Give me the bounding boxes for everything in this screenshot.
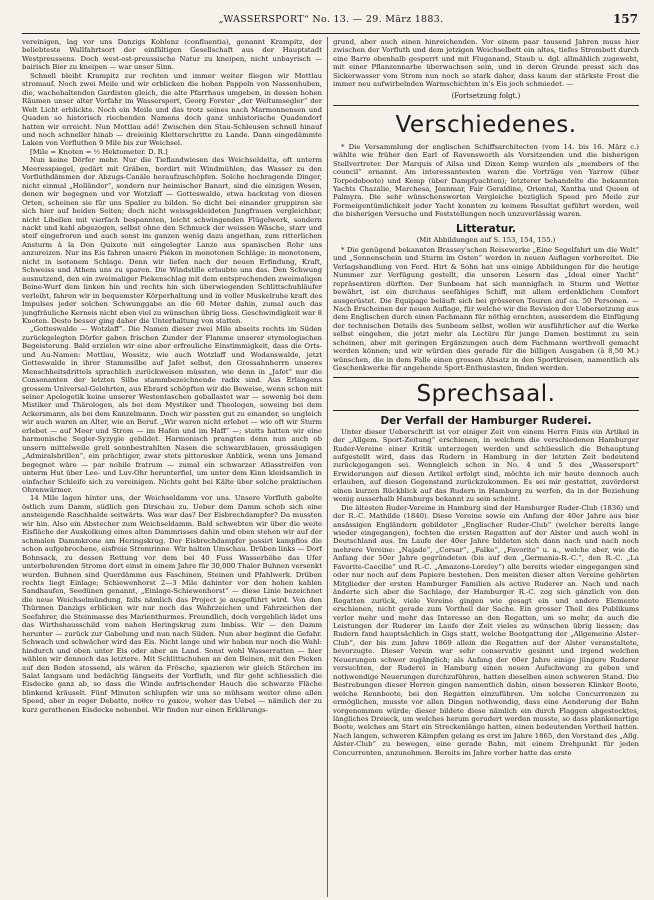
running-title: „WASSERSPORT“ No. 13. — 29. März 1883.: [218, 14, 444, 25]
article-paragraph: Unter dieser Ueberschrift ist vor einiger Zeit von einem Herrn Finis ein Artikel in der „Allgem. Sport-Zeitung“ erschienen, in welchem die verschiedenen Hamburger Ruder-Vereine einer Kritik unterzogen werden und schliesslich die Behauptung aufgestellt wird, dass das Rudern in Hamburg in der letzten Zeit bedeutend zurückgegangen sei. Wenngleich schon in No. 4 und 5 des „Wassersport“ Erwiderungen auf diesen Artikel erfolgt sind, möchte ich mir heute dennoch auch erlauben, auf diesen Gegenstand zurückzukommen. Es sei mir gestattet, zuvörderst einen kurzen Rückblick auf das Rudern in Hamburg zu werfen, da in der Beziehung wenig ausserhalb Hamburgs bekannt zu sein scheint.: [333, 427, 639, 504]
header-rule: [22, 33, 640, 34]
article-paragraph: Schnell bleibt Krampitz zur rechten und immer weiter fliegen wir Mottlau stromauf. Noch zwei Meile und wir erblicken die hohen Pappeln von Nassenhuben, die, wachehaltenden Gardisten gleich, die alte Pfarrhaus umgeben, in dessen hohen Räumen unser alter Vorfahr im Wassersport, Georg Forster „der Weltumsegler“ der Welt Licht erblickte. Noch ein Meile und das trotz seines nach Marmonnensen und Quaden so historisch riechenden Namens doch ganz unhistorische Quadendorf hatten wir erreicht. Nun Mottlau adé! Zwischen den Stau-Schleusen schnell hinauf und noch schneller hinab — dreieinig Kletterschritte zu Lande. Dann eingedämmte Laken von Vorfluthen 9 Mile bis zur Weichsel.: [22, 71, 322, 148]
section-heading-verschiedenes: Verschiedenes.: [395, 111, 577, 138]
article-subheading: Der Verfall der Hamburger Ruderei.: [380, 414, 592, 427]
news-item: * Die genügend bekannten Brassey'schen Reisewerke „Eine Segelfahrt um die Welt“ und „Sonnenschein und Sturm im Osten“ werden in neuen Auflagen vorbereitet. Die Verlagshandlung von Ferd. Hirt & Sohn hat uns einige Abbildungen für die heutige Nummer zur Verfügung gestellt, die unseren Lesern das „Ideal einer Yacht“ repräsentiren dürften. Der Sunbeam hat sich mannigfach in Sturm und Wetter bewährt, ist ein durchaus seefähiges Schiff, mit allem erdenklichen Comfort ausgerüstet. Die Equipage beläuft sich bei grösseren Touren auf ca. 50 Personen. — Nach Erscheinen der neuen Auflage, für welche wir die Revision der Uebersetzung aus dem Englischen durch einen Fachmann für nöthig erachten, ausserdem die Einfügung der technischen Details des Sunbeam selbst, wollen wir ausführlicher auf die Werke selbst eingehen, die jetzt mehr als Lectüre für junge Damen bestimmt zu sein scheinen, aber mit geringen Ergänzungen auch dem Fachmann werthvoll gemacht werden können; und wir würden dies gerade für die billigen Ausgaben (à 8,50 M.) wünschen, die in dem Falle einen grossen Absatz in den Sportkreisen, namentlich als Geschenkwerke für angehende Sport-Enthusiasten, finden werden.: [333, 245, 639, 373]
editor-note: [Mile = Knoten = ½ Hektometer. D. R.]: [30, 147, 168, 156]
section-heading-litteratur: Litteratur.: [456, 222, 516, 235]
article-paragraph: „Gotteswalde — Wotzlaff“. Die Namen dieser zwei Mile abseits rechts im Süden zurückgelegten Dörfer gaben frischen Zunder der Flamme unserer etymologischen Begeisterung. Bald erzielen wir eine aber erfreuliche Einstimmigkeit, dass die Orts- und Au-Namen: Mottlau, Wossitz, wie auch Wotzlaff und Wodanswalde, jetzt Gotteswalde in ihrer Stammsilbe auf Jafet selbst, den Grossahnherrn unseres Menschheitsdrittels sprachlich zurückweisen müssten, wie denn in „Jafet“ nur die Consonanten der letzten Silbe stammbezeichnende radix sind. Aus Erlangens grossem Universal-Gelehrten, aus Ebrard schöpften wir die Beweise, wenn schon mit seiner Apologetik keine unserer Westentaschen geballastet war — sowenig bei dem Mistiker und Thärologen, als bei dem Mystiker und Theologen, soweing bei dem Ackersmann, als bei dem Kanzelmann. Doch wir passten gut zu einander, so ungleich wir auch waren an Alter, wie an Beruf. „Wir waren nicht erlebet — wie oft wir Sturm erlebet — auf Meer und Strom — im Hafen und im Haff“ —; statts hatten wir eine harmonische Segler-Syzygie gebildet. Harmonisch prangten denn nun auch ob unsern mittelweile grell sonnbestrahlten Nasen die schwarzblauen, grossäugigen „Admiralsbrillen“, ein prächtiger, zwar stets pittoresker Anblick, wenn uns Jemand begegnet wäre — par nobile fratrum — zumal ein schwarzer Atlasstreifen von unterm Hut über Lee- und Luv-Ohr herunterfiel, um unter dem Kinn kleidsamlich in einfacher Schleife sich zu vereinigen. Nichts geht bei Kälte über solche praktischen Ohrenwärmer.: [22, 325, 322, 495]
litteratur-note: (Mit Abbildungen auf S. 153, 154, 155.): [416, 235, 556, 244]
article-paragraph: vereinigen, lag vor uns Danzigs Koblenz (confluentia), genannt Krampitz, der beliebteste Wallfahrtsort der einfältigen Gesellschaft aus der Hauptstadt Westpreussens. Doch west-ost-preussische Natur zu kneipen, nicht unbayrisch — bairisch Bier zu kneipen — war unser Sinn.: [22, 38, 322, 72]
news-item: * Die Versammlung der englischen Schiffsarchitecten (vom 14. bis 16. März c.) wählte wie früher den Earl of Ravensworth als Vorsitzenden und die bisherigen Stellvertreter. Der Marquis of Ailsa und Dixon Kemp wurden als „members of the council“ ernannt. Am interessantesten waren die Vorträge von Yarrow (über Torpedoboote) und Kemp (über Dampfyachten); letzterer behandelte die bekannten Yachts Chazalie, Marchesa, Jeanmar, Fair Geraldine, Oriental, Xantha und Queen of Palmyra. Die sehr wünschenswerten Vergleiche bezüglich Speed pro Meile zur Formeigentümlichkeit jeder Yacht konnten zu keinem Resultat geführt werden, weil die bisherigen Versuche und Feststellungen noch unzuverlässig waren.: [333, 142, 639, 219]
article-paragraph: grund, aber auch einen hinreichenden. Vor einem paar tausend Jahren muss hier zwischen der Vorfluth und dem jetzigen Weichselbett ein altes, tiefes Strombett durch eine Barre obenhalb gesperrt und mit Fluganand, Staub u. dgl. allmählich zugeweht, mit einer Pflanzennarbe überwachsen sein, und in deren Grunde presst sich das Sickerwasser vom Strom nun noch so stark daher, dass kaum der stärkste Frost die immer neu aufwirbelnden Warmschichten in's Eis joch schmiedet. —: [333, 38, 639, 89]
continuation-note: (Fortsetzung folgt.): [451, 91, 521, 100]
article-paragraph: 14 Mile lagen hinter uns, der Weichseldamm vor uns. Unsere Vorfluth gabelte östlich zum Damm, südlich gen Dirschau zu. Ueber dem Damm schob sich eine ansteigende Raschhalde seitwärts. Was war das? Der Eisbrechdampfer? Da mussten wir hin. Also ein Abstecher zum Weichseldamm. Bald schwebten wir über die weite Eisfläche der Auskolkung eines alten Dammrisses dahin und oben stehen wir auf der schmalen Dammkrone am Heringskrug. Der Eisbrechdampfer passirt kampflos die schon aufgebrochene, eisfreie Stromrinne. Wir halten Umschau. Drüben links — Dorf Bohnsack, zu dessen Rettung vor dem bei 40 Fuss Wasserhöhe das Ufer unterbohrenden Strome dort einst in einem Jahre für 30,000 Thaler Buhnen versenkt wurden. Buhnen sind Querdämme aus Faschinen, Steinen und Pfahlwerk. Drüben rechts liegt Einlage; Schiewenhorst 2—3 Mile dahinter vor den hohen kahlen Sandhaufen, Seedünen genannt, „Einlage-Schiewenhorst“ — diese Linie bezeichnet die neue Weichselmündung, falls nämlich das Project je ausgeführt wird. Von den Thürmen Danzigs erblicken wir nur noch das Wahrzeichen und Fahrzeichen der Seefahrer, die Steinmasse des Marienthurmes. Freundlich, doch vergeblich lädet uns das Wirthshausschild vom nahen Heringskrug zum Imbiss. Wir — den Damm herunter — zurück zur Gabelung und nun nach Süden. Nun aber beginnt die Gefahr. Schwach und schwächer wird das Eis. Nicht lange und wir haben nur noch die Wahl: hindurch und oben unter Eis oder aber an Land. Sonst wohl Wasserratten — hier wählen wir dennoch das letztere. Mit Schlittschuhen an den Beinen, mit den Pieken auf den Boden stossend, als wären da Frösche, spazieren wir gleich Störchen im Salat langsam und bedächtig längseits der Vorfluth, und für geht schliesslich die Eisdecke ganz ab, so dass die Winde aufrischender Hauch die schwarze Fläche blinkend kräuselt. Fünf Minuten schlupfen wir uns so mühsam weiter ohne allen Speed, aber in reger Debatte, ποθεν το χακον, woher das Uebel — nämlich der zu kurz gerathenen Eisdecke nebenbei. Wir finden nur einen Erklärungs-: [22, 494, 322, 714]
left-column: [22, 38, 322, 896]
running-header: [24, 14, 638, 30]
right-column: [333, 38, 639, 896]
article-paragraph: Die ältesten Ruder-Vereine in Hamburg sind der Hamburger Ruder-Club (1836) und der R.-C. Mathilde (1840). Diese Vereine sowie ein Anfang der 40er Jahre aus hier ansässigen Engländern gebildeter „Englischer Ruder-Club“ (welcher bereits lange wieder eingegangen), fochten die ersten Regatten auf der Alster und auch wohl in Deutschland aus. Im Laufe der 40er Jahre bildeten sich dann nach und nach noch mehrere Vereine: „Najade“, „Corsar“, „Falke“, „Favorite“ u. a., welche aber, wie die Anfang der 50er Jahre gegründeten (bis auf den „Germania-R.-C.“, den R.-C. „La Favorite-Caecilie“ und R.-C. „Amazone-Loreley“) alle bereits wieder eingegangen sind oder nur noch auf dem Papiere bestehen. Den meisten dieser alten Vereine gehörten Mitglieder der ersten Hamburger Familien als active Ruderer an. Nach und nach änderte sich aber die Sachlage, der Hamburger R.-C. zog sich gänzlich von den Regatten zurück, viele Vereine gingen wie gesagt ein und andere Elemente erschienen, nicht gerade zum Vortheil der Sache. Ein grosser Theil des Publikums verlor mehr und mehr das Interesse an den Regatten, um so mehr, da auch die Leistungen der Ruderer im Laufe der Zeit vieles zu wünschen übrig liessen; das Rudern fand hauptsächlich in Gigs statt, welche Bootgattung der „Allgemeine Alster-Club“, der bis zum Jahre 1869 allein die Regatten auf der Alster veranstaltete, bevorzugte. Dieser Verein war sehr conservativ gesinnt und irgend welchen Neuerungen schwer zugänglich; als Anfang der 60er Jahre einige jüngere Ruderer versuchten, der Ruderei in Hamburg einen neuen Aufschwung zu geben und nothwendige Neuerungen durchzuführen, hatten dieselben einen schweren Stand. Die Bestrebungen dieser Herren gingen namentlich dahin, einen besseren Klinker Boote, welche Rennboote, bei den Regatten einzuführen. Um solche Concurrenzen zu ermöglichen, musste vor allen Dingen nothwendig, dass eine Aenderung der Bahn vorgenommen würde; dieser bildete diese nämlich ein durch Flaggen abgestecktes, längliches Dreieck, um welches herum gerudert werden musste, so dass plankenartige Boote, welches am Start ein Streckenlänge hatten, einen bedeutenden Vortheil hatten. Nach langen, schweren Kämpfen gelang es erst im Jahre 1865, den Vorstand des „Allg. Alster-Club“ zu bewegen, eine gerade Bahn, mit einem Drehpunkt für jeden Concurrenten, anzunehmen. Bereits im Jahre vorher hatte das erste: [333, 503, 639, 757]
column-divider: [327, 37, 328, 897]
section-rule: [333, 105, 639, 106]
section-heading-sprechsaal: Sprechsaal.: [416, 380, 556, 407]
article-paragraph: Nun keine Dörfer mehr. Nur die Tieflandwiesen des Weichseldelta, oft unterm Meeresspiegel, gedärt mit Gräben, bordirt mit Windmühlen, das Wasser zu den Vorfluthdämmen der Abzugs-Canäle heraufzuschöpfen. Solche hochragende Dinger, nicht einmal „Holländer“, sondern nur heimischer Banart, sind die einzigen Wesen, denen wir begegnen und vor Wotzlaff — Gotteswalde, etwa backstag von diesen Orten, scheinen sie für uns Spalier zu bilden. So dicht bei einander gruppiren sie sich hier auf beiden Seiten; doch nicht weissgekleideten Jungfrauen vergleichbar, nicht Libellen mit vierfach bespannten, leicht schwingenden Flügelwerk, sondern nackt und kahl abgezogen, selbst ohne den Schmuck der weissen Wäsche, starr und steif eingefroren und auch sonst im ganzen wenig dazu angethan, zum ritterlichen Ansturm à la Don Quixote mit eingelegter Lanze aus spanischen Rohr uns anzureizen. Nur ins Eis fahren unsere Piéken in monotonen Schläge: in monotonem, nicht in isotonem Schlage. Denn wir liefen nach der neuen Erfindung, Kraft, Schweiss und Athem uns zu sparen. Die Windstille erlaubte uns das. Den Schwung ausnutzend, den ein zweimaliger Piekenschlag mit dem entsprechenden zweimaligen Beine-Wurf dem linken hin und rechts hin sich überwiegenden Schlittschuhläufer verleiht, fahren wir in bequemster Körperhaltung und in voller Muskelruhe kraft des Impulses jeder solchen Schwunggabe an die 60 Meter dahin, zumal auch das jungfräuliche Kerneis nicht eben viel zu wünschen übrig liess. Geschwindigkeit war 8 Knoten. Desto besser ging daher die Unterhaltung von statten.: [22, 156, 322, 325]
sprechsaal-block: [333, 377, 639, 411]
page-number: 157: [612, 12, 638, 26]
